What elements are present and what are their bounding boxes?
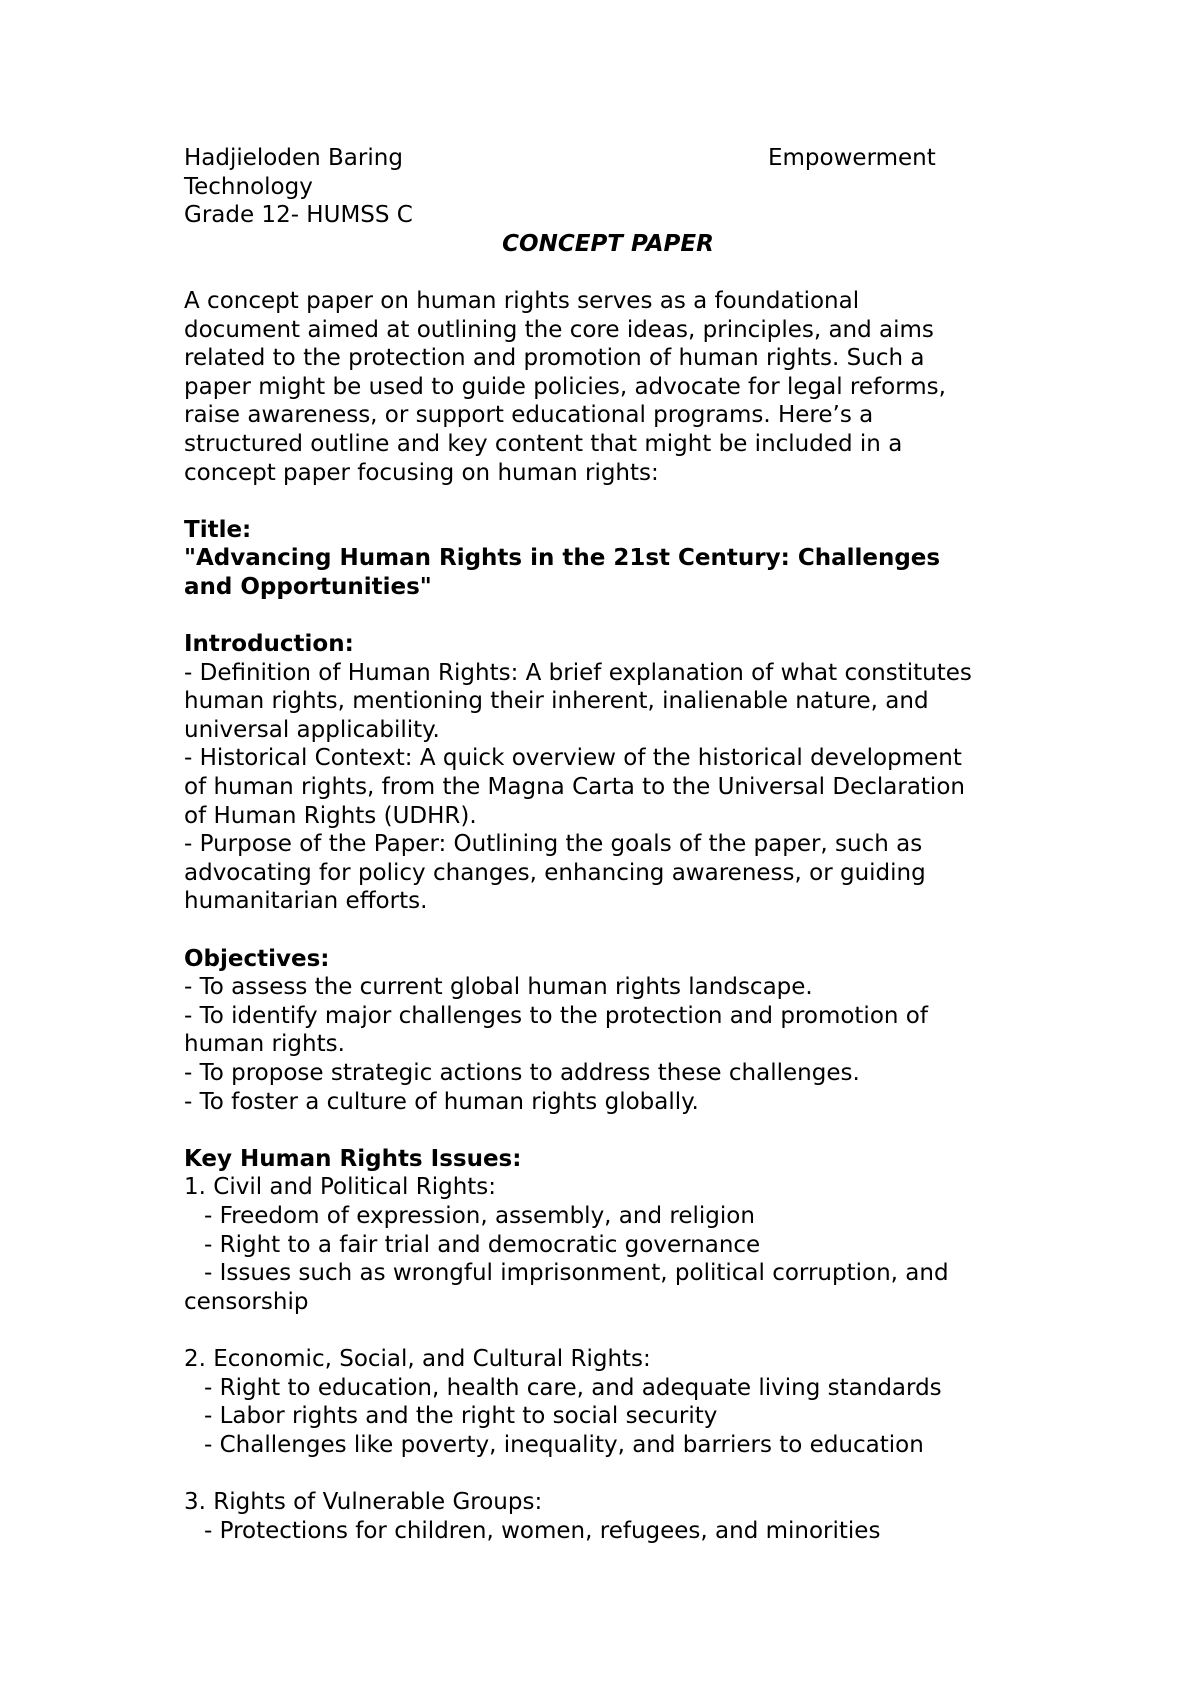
document-title: CONCEPT PAPER <box>502 230 714 257</box>
paragraph-line: A concept paper on human rights serves as a foundational <box>184 287 860 314</box>
section-line: of human rights, from the Magna Carta to the Universal Declaration <box>184 774 965 801</box>
spacer <box>184 1459 1044 1488</box>
section-line: - To propose strategic actions to address these challenges. <box>184 1060 860 1086</box>
section-line: - To assess the current global human rights landscape. <box>184 974 813 1001</box>
section-line: of Human Rights (UDHR). <box>184 802 477 829</box>
section-heading: Title: <box>184 516 252 543</box>
paragraph-line: paper might be used to guide policies, advocate for legal reforms, <box>184 373 946 400</box>
intro-paragraph <box>184 287 1044 487</box>
subject-continuation: Technology <box>184 173 313 200</box>
section-heading: Introduction: <box>184 631 354 658</box>
paragraph-line: related to the protection and promotion of human rights. Such a <box>184 345 925 372</box>
document-page <box>184 144 1044 1545</box>
introduction-section <box>184 630 1044 916</box>
issue-group-title: 2. Economic, Social, and Cultural Rights: <box>184 1345 651 1372</box>
section-line: universal applicability. <box>184 716 440 743</box>
section-line: human rights, mentioning their inherent, inalienable nature, and <box>184 688 929 715</box>
paper-title-line: "Advancing Human Rights in the 21st Century: Challenges <box>184 545 941 572</box>
section-line: - Purpose of the Paper: Outlining the goals of the paper, such as <box>184 831 923 858</box>
issue-item: - Protections for children, women, refugees, and minorities <box>204 1517 881 1544</box>
issue-item: - Issues such as wrongful imprisonment, political corruption, and <box>204 1260 949 1287</box>
issue-item: - Labor rights and the right to social security <box>204 1403 718 1430</box>
section-line: humanitarian efforts. <box>184 888 428 915</box>
issue-group-title: 3. Rights of Vulnerable Groups: <box>184 1488 543 1515</box>
paragraph-line: raise awareness, or support educational programs. Here’s a <box>184 402 874 429</box>
issue-item: - Challenges like poverty, inequality, and barriers to education <box>204 1431 924 1458</box>
spacer <box>184 1316 1044 1345</box>
spacer <box>184 1116 1044 1145</box>
objectives-section <box>184 945 1044 1117</box>
issue-item: - Freedom of expression, assembly, and religion <box>204 1202 755 1229</box>
spacer <box>184 258 1044 287</box>
paper-title-line: and Opportunities" <box>184 573 432 600</box>
section-line: advocating for policy changes, enhancing awareness, or guiding <box>184 859 926 886</box>
section-heading: Key Human Rights Issues: <box>184 1145 522 1172</box>
issue-group-title: 1. Civil and Political Rights: <box>184 1174 497 1201</box>
author-name: Hadjieloden Baring <box>184 145 403 171</box>
issue-item-continuation: censorship <box>184 1288 309 1315</box>
issue-item: - Right to a fair trial and democratic governance <box>204 1231 761 1258</box>
section-line: - To foster a culture of human rights globally. <box>184 1088 699 1115</box>
section-heading: Objectives: <box>184 945 330 972</box>
section-line: - To identify major challenges to the protection and promotion of <box>184 1002 928 1029</box>
subject-label: Empowerment <box>768 145 936 171</box>
header-row <box>184 144 1044 173</box>
paragraph-line: concept paper focusing on human rights: <box>184 459 659 486</box>
key-issues-section <box>184 1145 1044 1545</box>
title-section <box>184 516 1044 602</box>
spacer <box>184 602 1044 631</box>
paragraph-line: structured outline and key content that might be included in a <box>184 430 903 457</box>
paragraph-line: document aimed at outlining the core ideas, principles, and aims <box>184 316 934 343</box>
section-line: - Definition of Human Rights: A brief explanation of what constitutes <box>184 659 972 686</box>
grade-section: Grade 12- HUMSS C <box>184 202 413 229</box>
spacer <box>184 487 1044 516</box>
section-line: - Historical Context: A quick overview of the historical development <box>184 745 962 772</box>
spacer <box>184 916 1044 945</box>
section-line: human rights. <box>184 1031 345 1058</box>
issue-item: - Right to education, health care, and adequate living standards <box>204 1374 942 1401</box>
